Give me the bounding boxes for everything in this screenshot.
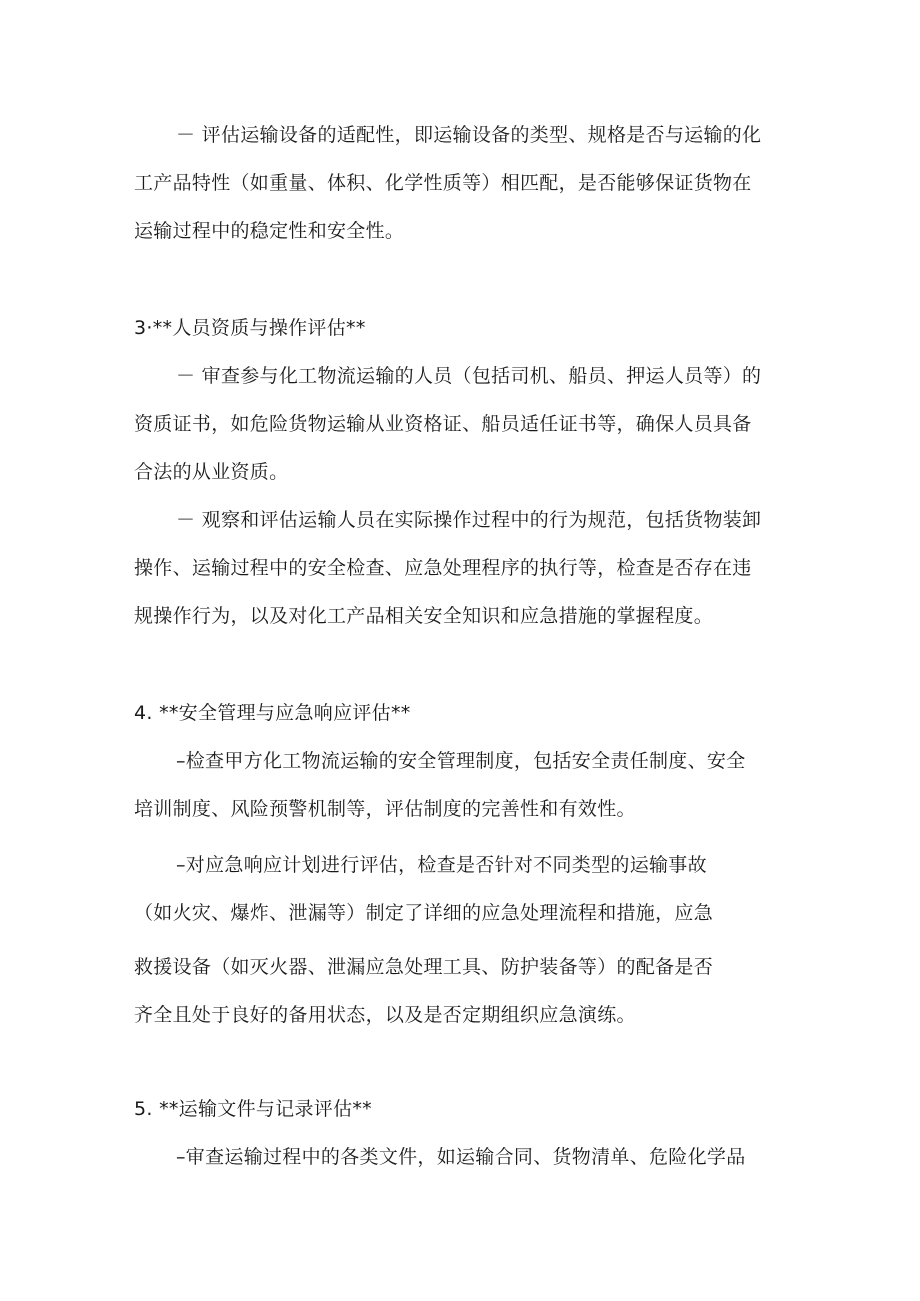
text-line: （如火灾、爆炸、泄漏等）制定了详细的应急处理流程和措施，应急: [134, 902, 714, 924]
text-line: 操作、运输过程中的安全检查、应急处理程序的执行等，检查是否存在违: [134, 557, 752, 579]
text-line: － 观察和评估运输人员在实际操作过程中的行为规范，包括货物装卸: [176, 509, 762, 531]
section-heading-4: 4. **安全管理与应急响应评估**: [134, 702, 411, 724]
text-line: 合法的从业资质。: [134, 461, 289, 483]
section-heading-5: 5. **运输文件与记录评估**: [134, 1098, 372, 1120]
text-line: –审查运输过程中的各类文件，如运输合同、货物清单、危险化学品: [176, 1146, 746, 1168]
text-line: 资质证书，如危险货物运输从业资格证、船员适任证书等，确保人员具备: [134, 413, 752, 435]
text-line: 运输过程中的稳定性和安全性。: [134, 220, 405, 242]
text-line: － 评估运输设备的适配性，即运输设备的类型、规格是否与运输的化: [176, 124, 762, 146]
text-line: 齐全且处于良好的备用状态，以及是否定期组织应急演练。: [134, 1004, 636, 1026]
text-line: － 审查参与化工物流运输的人员（包括司机、船员、押运人员等）的: [176, 365, 762, 387]
text-line: –检查甲方化工物流运输的安全管理制度，包括安全责任制度、安全: [176, 750, 746, 772]
text-line: 救援设备（如灭火器、泄漏应急处理工具、防护装备等）的配备是否: [134, 956, 714, 978]
section-heading-3: 3·**人员资质与操作评估**: [134, 317, 366, 339]
text-line: –对应急响应计划进行评估，检查是否针对不同类型的运输事故: [176, 854, 707, 876]
text-line: 规操作行为，以及对化工产品相关安全知识和应急措施的掌握程度。: [134, 605, 714, 627]
text-line: 培训制度、风险预警机制等，评估制度的完善性和有效性。: [134, 798, 636, 820]
text-line: 工产品特性（如重量、体积、化学性质等）相匹配，是否能够保证货物在: [134, 172, 752, 194]
